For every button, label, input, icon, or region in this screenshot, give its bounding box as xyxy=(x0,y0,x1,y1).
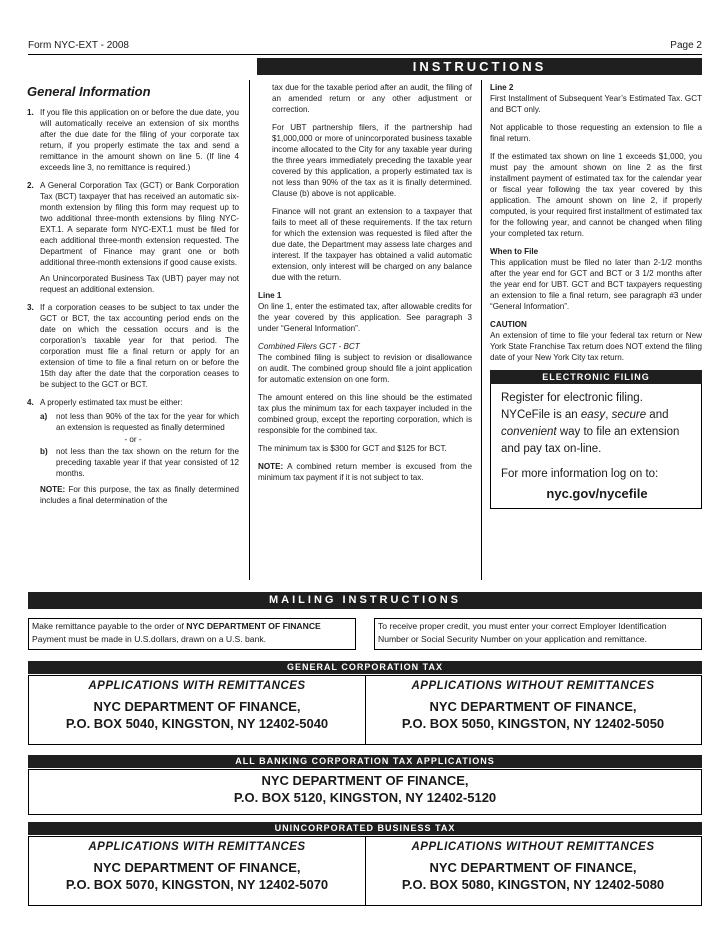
list-item: 1. If you file this application on or before the due date, you will automatically receive an extension of six months after the due date for the filing of your corporate tax return, if you properly estimate the tax and send a remittance in the amount shown on line 5. (If line 4 exceeds line 3, no remittance is required.) xyxy=(27,108,239,172)
mailing-instructions-title: MAILING INSTRUCTIONS xyxy=(28,592,702,609)
column-divider xyxy=(481,80,482,580)
when-to-file-heading: When to File xyxy=(490,247,539,256)
general-information-heading: General Information xyxy=(27,84,151,99)
caution-heading: CAUTION xyxy=(490,320,527,329)
general-information-column xyxy=(27,82,239,513)
paragraph: The amount entered on this line should be the estimated tax plus the minimum tax for each taxpayer included in the combined group, except the reporting corporation, which is responsible for the combined tax. xyxy=(258,393,472,435)
paragraph: This application must be filed no later than 2-1/2 months after the year end for GCT and BCT or 3 1/2 months after the year end for UBT. GCT and BCT taxpayers requesting an extension to file a final return, see paragraph #3 under “General Information”. xyxy=(490,258,702,311)
gct-addresses xyxy=(28,675,702,745)
paragraph: The combined filing is subject to revision or disallowance on audit. The combined group should file a joint application for automatic extension on one form. xyxy=(258,353,472,384)
sub-item: a) not less than 90% of the tax for the year for which an extension is requested as finally determined xyxy=(40,412,239,432)
note: NOTE: For this purpose, the tax as finally determined includes a final determination of the xyxy=(40,485,240,505)
electronic-filing-title: ELECTRONIC FILING xyxy=(490,370,702,384)
line1-heading: Line 1 xyxy=(258,291,282,300)
or-separator: - or - xyxy=(124,435,142,444)
nycefile-link[interactable]: nyc.gov/nycefile xyxy=(546,486,648,501)
line2-heading: Line 2 xyxy=(490,83,514,92)
sub-item: b) not less than the tax shown on the return for the preceding taxable year if that year consisted of 12 months. xyxy=(40,447,239,478)
ubt-with-remittances: APPLICATIONS WITH REMITTANCES NYC DEPARTMENT OF FINANCE, P.O. BOX 5070, KINGSTON, NY 12402-5070 xyxy=(65,841,329,892)
instructions-title: INSTRUCTIONS xyxy=(257,58,702,75)
bct-title: ALL BANKING CORPORATION TAX APPLICATIONS xyxy=(28,755,702,768)
page-header xyxy=(28,40,702,51)
ef-info: For more information log on to: xyxy=(501,468,659,480)
header-rule xyxy=(28,54,702,55)
instructions-column-2 xyxy=(258,82,472,490)
list-item: 2. A General Corporation Tax (GCT) or Bank Corporation Tax (BCT) taxpayer that has received an automatic six-month extension by filing this form may request up to two additional three-month extensions by filing NYC-EXT.1. A separate form NYC-EXT.1 must be filed for each additional three-month extension requested. The Department of Finance may grant one or both additional three-month extensions if good cause exists. xyxy=(27,181,239,267)
paragraph: The minimum tax is $300 for GCT and $125 for BCT. xyxy=(258,444,447,453)
ubt-title: UNINCORPORATED BUSINESS TAX xyxy=(28,822,702,835)
list-item: 4. A properly estimated tax must be either: xyxy=(27,398,183,407)
bct-address: NYC DEPARTMENT OF FINANCE, P.O. BOX 5120, KINGSTON, NY 12402-5120 xyxy=(28,769,702,815)
paragraph: On line 1, enter the estimated tax, after allowable credits for the year covered by this application. See paragraph 3 under “General Information”. xyxy=(258,302,472,333)
paragraph: An extension of time to file your federal tax return or New York State Franchise Tax return does NOT extend the filing date of your New York City tax return. xyxy=(490,331,702,362)
page-number: Page 2 xyxy=(670,40,702,51)
paragraph: Not applicable to those requesting an extension to file a final return. xyxy=(490,123,702,143)
gct-with-remittances: APPLICATIONS WITH REMITTANCES NYC DEPARTMENT OF FINANCE, P.O. BOX 5040, KINGSTON, NY 12402-5040 xyxy=(65,680,329,731)
gct-without-remittances: APPLICATIONS WITHOUT REMITTANCES NYC DEPARTMENT OF FINANCE, P.O. BOX 5050, KINGSTON, NY 12402-5050 xyxy=(401,680,665,731)
list-item: 3. If a corporation ceases to be subject to tax under the GCT or BCT, the tax accounting period ends on the date on which the cessation occurs and is the corporation’s taxable year for that period. The corporation must file a final return or apply for an extension of time to file a final return on or before the 15th day after the date that the corporation ceases to be subject to the GCT or BCT. xyxy=(27,303,239,389)
credit-box: To receive proper credit, you must enter your correct Employer Identification Number or Social Security Number on your application and remittance. xyxy=(374,618,702,650)
paragraph: If the estimated tax shown on line 1 exceeds $1,000, you must pay the amount shown on line 2 as the first installment payment of estimated tax for the calendar year or fiscal year following the tax year covered by this application. The amount shown on line 2, if properly computed, is your required first installment of estimated tax for the following year, and cannot be changed when filing your completed tax return. xyxy=(490,152,702,238)
ubt-note: An Unincorporated Business Tax (UBT) payer may not request an additional extension. xyxy=(40,274,239,294)
ubt-addresses xyxy=(28,836,702,906)
note: NOTE: A combined return member is excused from the minimum tax payment if it is not subject to tax. xyxy=(258,462,472,482)
combined-filers-heading: Combined Filers GCT - BCT xyxy=(258,342,360,351)
ef-paragraph: Register for electronic filing. NYCeFile is an easy, secure and convenient way to file an extension and pay tax on-line. xyxy=(501,392,680,455)
paragraph: For UBT partnership filers, if the partnership had $1,000,000 or more of unincorporated business taxable income allocated to the City for any taxable year during the three years immediately preceding the taxable year covered by this application, a properly estimated tax is not less than 90% of the tax as it is finally determined. Clause (b) above is not applicable. xyxy=(272,123,472,198)
form-id: Form NYC-EXT - 2008 xyxy=(28,40,129,51)
paragraph: Finance will not grant an extension to a taxpayer that fails to meet all of these requirements. If the tax return for which the extension was requested is filed after the due date, the Department may assess late charges and interest. If the taxpayer has obtained a valid automatic extension, only interest will be charged on any balance due with the return. xyxy=(272,207,472,282)
electronic-filing-box xyxy=(490,384,702,509)
remittance-box: Make remittance payable to the order of NYC DEPARTMENT OF FINANCE Payment must be made in U.S.dollars, drawn on a U.S. bank. xyxy=(28,618,356,650)
ubt-without-remittances: APPLICATIONS WITHOUT REMITTANCES NYC DEPARTMENT OF FINANCE, P.O. BOX 5080, KINGSTON, NY 12402-5080 xyxy=(401,841,665,892)
column-divider xyxy=(249,80,250,580)
paragraph: tax due for the taxable period after an audit, the filing of an amended return or any other adjustment or correction. xyxy=(272,83,472,114)
paragraph: First Installment of Subsequent Year’s Estimated Tax. GCT and BCT only. xyxy=(490,94,702,114)
gct-title: GENERAL CORPORATION TAX xyxy=(28,661,702,674)
instructions-column-3 xyxy=(490,82,702,509)
